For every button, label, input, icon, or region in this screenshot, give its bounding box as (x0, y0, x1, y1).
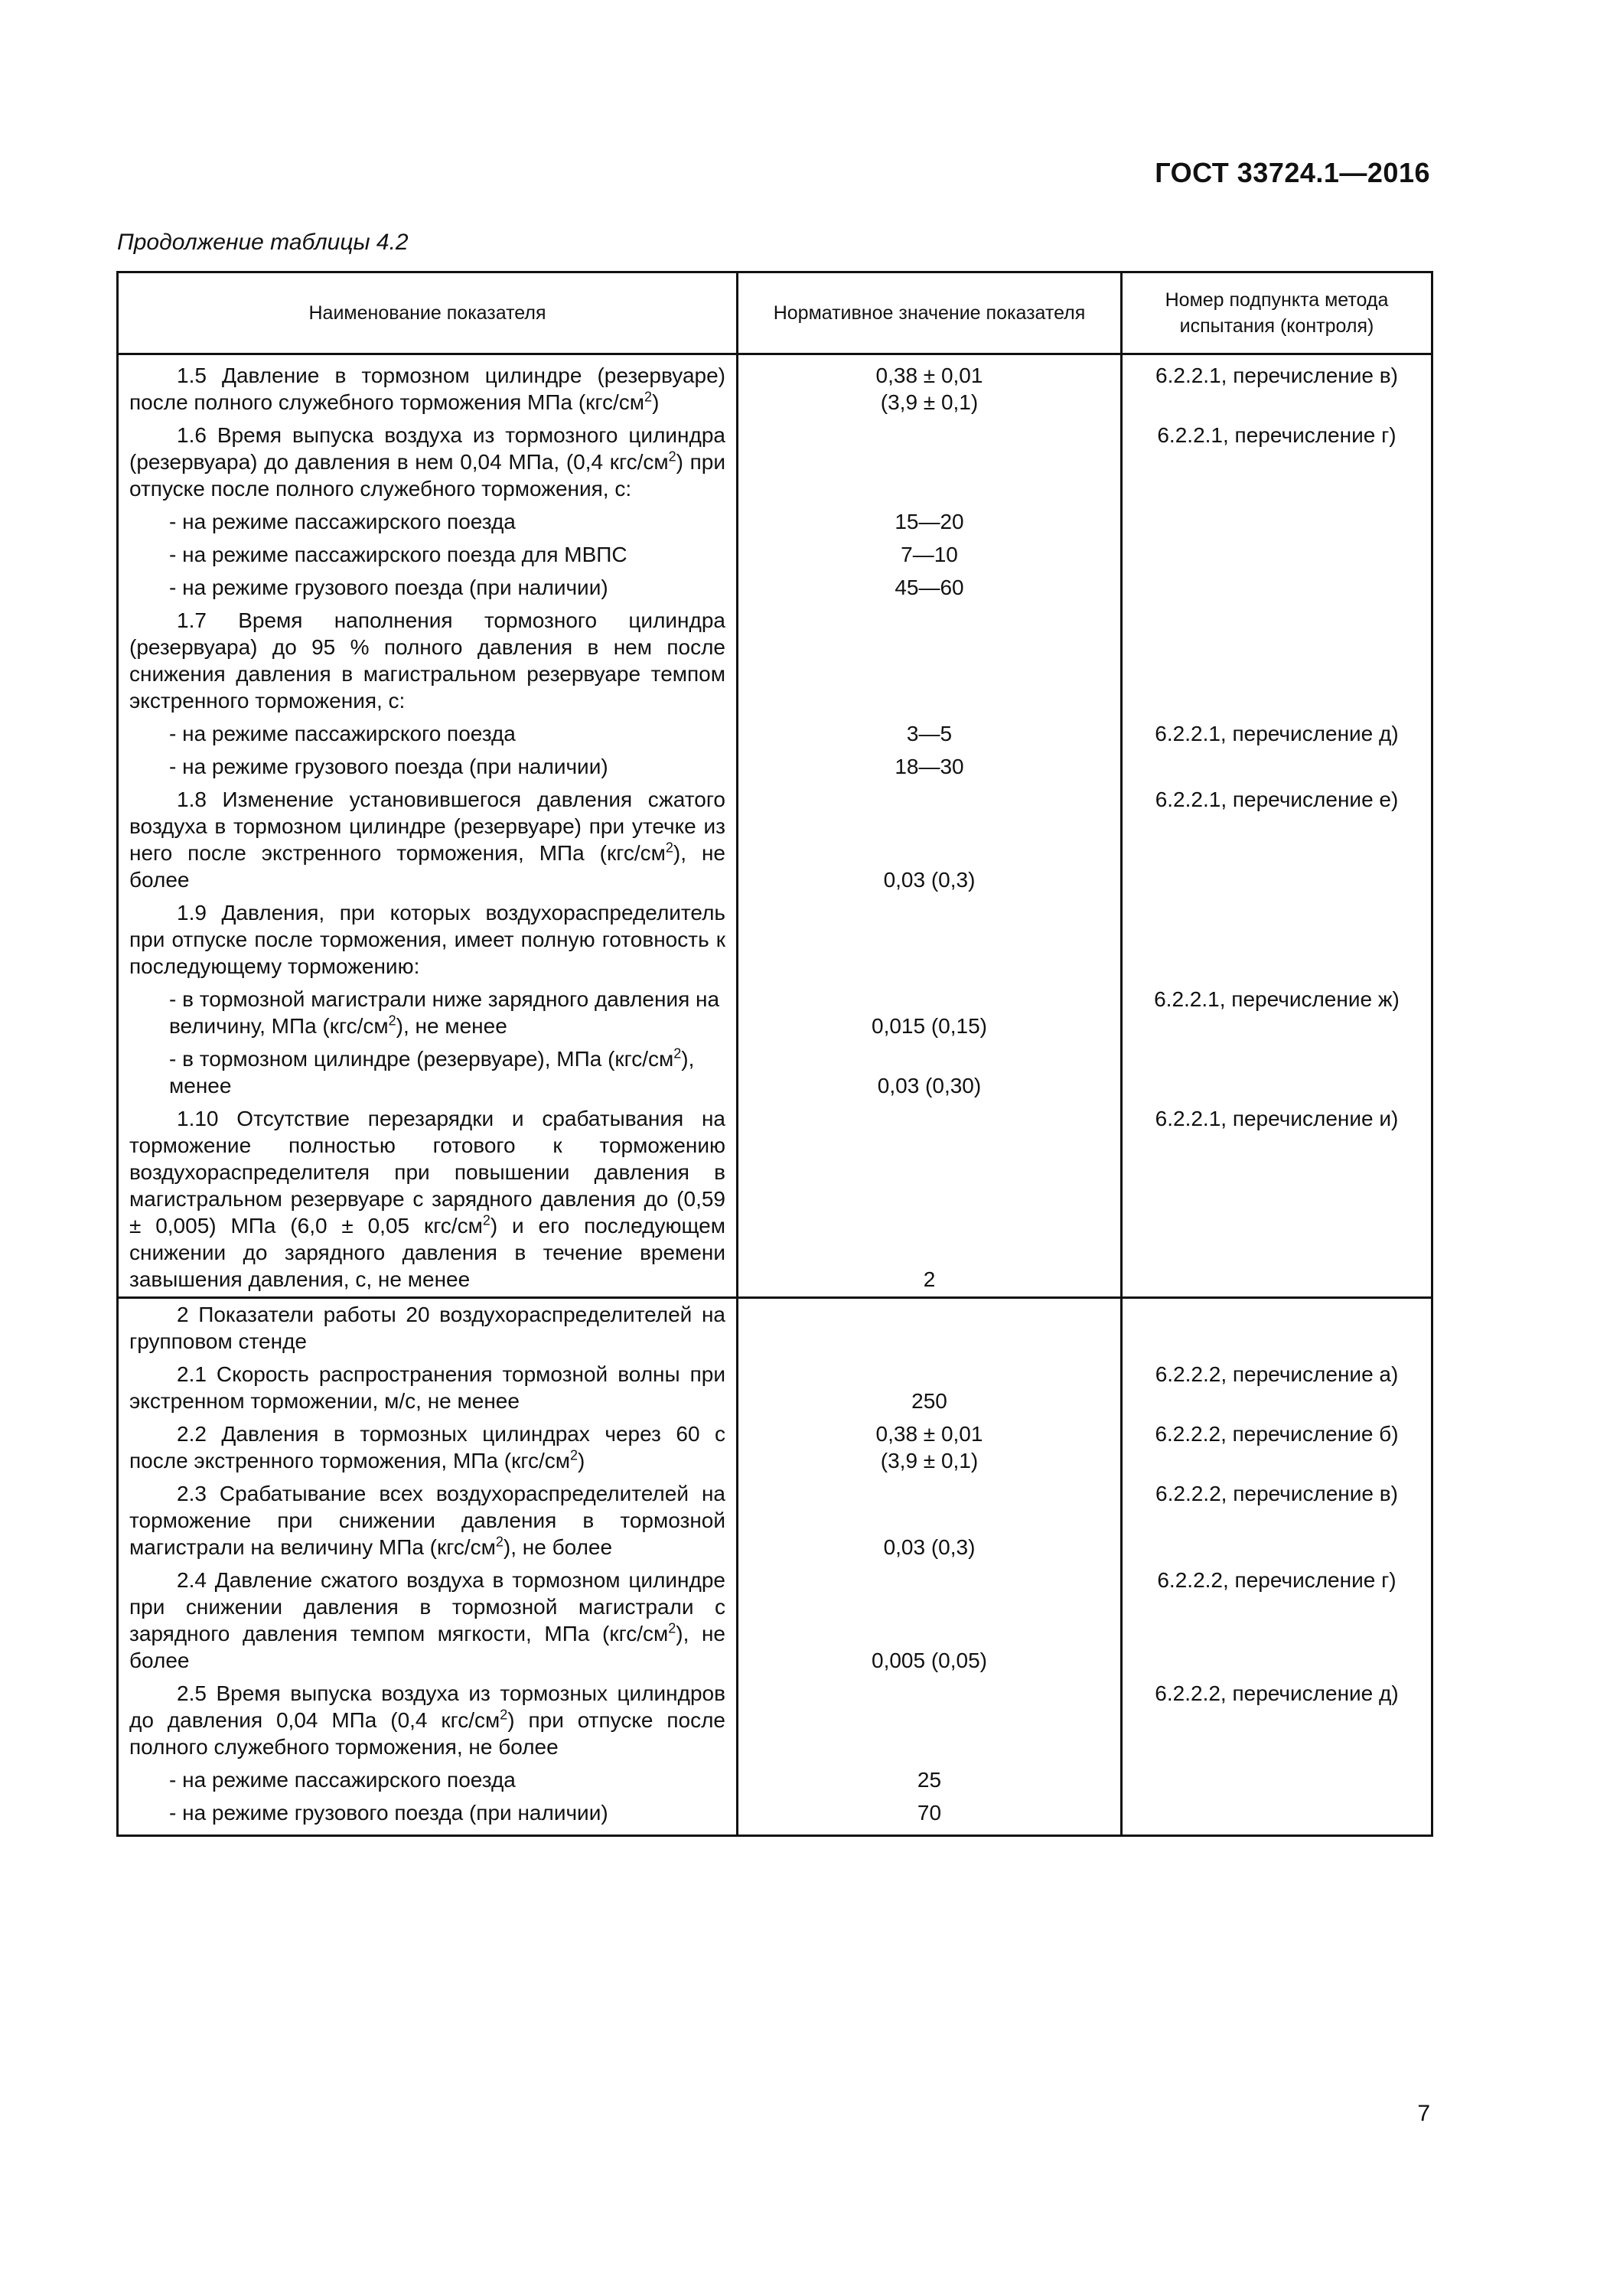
indicator-name: - на режиме грузового поезда (при наличии) (169, 755, 608, 778)
table-row (118, 572, 1432, 605)
normative-value: 0,03 (0,30) (877, 1074, 982, 1097)
test-method: 6.2.2.1, перечисление ж) (1154, 987, 1400, 1011)
page-number: 7 (1417, 2101, 1430, 2126)
indicator-name: - на режиме грузового поезда (при наличии) (169, 576, 608, 599)
indicator-name: - в тормозном цилиндре (резервуаре), МПа $(кгс/см^2)$, менее (169, 1045, 695, 1097)
indicator-name: 1.7 Время наполнения тормозного цилиндра (резервуара) до 95 % полного давления в нем после снижения давления в магистральном резервуаре темпом экстренного торможения, с: (129, 608, 725, 713)
normative-value: 45—60 (895, 576, 964, 599)
test-method (1123, 897, 1431, 903)
indicator-name: - в тормозной магистрали ниже зарядного давления на величину, МПа $(кгс/см^2)$, не менее (169, 987, 720, 1038)
normative-value (738, 1678, 1120, 1684)
table-row (118, 718, 1432, 751)
table-row (118, 1478, 1432, 1564)
indicator-name: - на режиме грузового поезда (при наличии) (169, 1801, 608, 1825)
table-row (118, 605, 1432, 718)
test-method: 6.2.2.2, перечисление г) (1157, 1568, 1396, 1592)
normative-value: 15—20 (895, 510, 964, 533)
test-method: 6.2.2.1, перечисление и) (1155, 1107, 1399, 1130)
column-header-value: Нормативное значение показателя (738, 272, 1122, 354)
table-row (118, 983, 1432, 1043)
specification-table (116, 271, 1433, 1837)
indicator-name: 2.3 Срабатывание всех воздухораспределителей на торможение при снижении давления в тормозной магистрали на величину МПа $(кгс/см^2)$, не более (129, 1482, 725, 1559)
indicator-name: 2.2 Давления в тормозных цилиндрах через 60 с после экстренного торможения, МПа $(кгс/см^2)$ (129, 1422, 725, 1473)
test-method: 6.2.2.1, перечисление г) (1157, 423, 1396, 447)
indicator-name: - на режиме пассажирского поезда (169, 722, 516, 745)
table-row (118, 897, 1432, 983)
normative-value (738, 1299, 1120, 1305)
table-row (118, 1764, 1432, 1797)
table-row (118, 1358, 1432, 1418)
normative-value (738, 605, 1120, 611)
indicator-name: 2.4 Давление сжатого воздуха в тормозном цилиндре при снижении давления в тормозной магистрали с зарядного давления темпом мягкости, МПа $(кгс/см^2)$, не более (129, 1568, 725, 1672)
test-method (1123, 539, 1431, 545)
test-method (1123, 1299, 1431, 1305)
normative-value: 25 (917, 1768, 942, 1792)
test-method (1123, 1797, 1431, 1803)
table-row (118, 354, 1432, 420)
column-header-method: Номер подпункта метода испытания (контроля) (1122, 272, 1432, 354)
table-row (118, 1103, 1432, 1298)
normative-value (738, 897, 1120, 903)
normative-value: 70 (917, 1801, 942, 1825)
normative-value: 7—10 (901, 543, 958, 566)
indicator-name: 1.8 Изменение установившегося давления сжатого воздуха в тормозном цилиндре (резервуаре) при утечке из него после экстренного торможения, МПа $(кгс/см^2)$, не более (129, 788, 726, 892)
test-method: 6.2.2.2, перечисление б) (1155, 1422, 1399, 1446)
normative-value: 3—5 (906, 722, 953, 745)
table-row (118, 784, 1432, 897)
table-row (118, 1043, 1432, 1103)
table-row (118, 1678, 1432, 1764)
table-row (118, 539, 1432, 572)
test-method (1123, 1764, 1431, 1770)
indicator-name: 1.10 Отсутствие перезарядки и срабатывания на торможение полностью готового к торможению воздухораспределителя при повышении давления в магистральном резервуаре с зарядного давления до (0,59 ± 0,005) МПа (6,0 ± 0,05 кгс/$см^2$) и его последующем снижении до зарядного давления в течение времени завышения давления, с, не менее (129, 1107, 725, 1291)
test-method (1123, 605, 1431, 611)
table-caption: Продолжение таблицы 4.2 (117, 230, 409, 255)
indicator-name: 2.5 Время выпуска воздуха из тормозных цилиндров до давления 0,04 МПа (0,4 кгс/$см^2$) при отпуске после полного служебного торможения, не более (129, 1681, 725, 1759)
table-row (118, 1298, 1432, 1359)
test-method (1123, 506, 1431, 512)
test-method: 6.2.2.1, перечисление д) (1155, 722, 1399, 745)
test-method: 6.2.2.1, перечисление в) (1155, 364, 1398, 387)
normative-value (738, 419, 1120, 426)
normative-value: 250 (911, 1389, 947, 1413)
indicator-name: - на режиме пассажирского поезда (169, 1768, 516, 1792)
test-method (1123, 1043, 1431, 1049)
normative-value: 0,005 (0,05) (872, 1649, 987, 1672)
test-method (1123, 751, 1431, 757)
test-method: 6.2.2.1, перечисление е) (1155, 788, 1399, 811)
indicator-name: 1.5 Давление в тормозном цилиндре (резервуаре) после полного служебного торможения МПа $(кгс/см^2)$ (129, 364, 725, 414)
indicator-name: 2.1 Скорость распространения тормозной волны при экстренном торможении, м/с, не менее (129, 1362, 725, 1413)
column-header-name: Наименование показателя (118, 272, 738, 354)
indicator-name: 1.9 Давления, при которых воздухораспределитель при отпуске после торможения, имеет полную готовность к последующему торможению: (129, 901, 725, 978)
normative-value: 18—30 (895, 755, 964, 778)
test-method: 6.2.2.2, перечисление д) (1155, 1681, 1399, 1705)
test-method: 6.2.2.2, перечисление в) (1155, 1482, 1398, 1505)
indicator-name: - на режиме пассажирского поезда для МВПС (169, 543, 627, 566)
standard-number: ГОСТ 33724.1—2016 (1155, 157, 1430, 188)
table-row (118, 1418, 1432, 1478)
normative-value: 0,03 (0,3) (883, 1535, 976, 1559)
table-row (118, 751, 1432, 784)
table-header-row (118, 272, 1432, 354)
normative-value: 0,38 ± 0,01 (3,9 ± 0,1) (875, 1422, 983, 1473)
test-method: 6.2.2.2, перечисление а) (1155, 1362, 1399, 1386)
indicator-name: 2 Показатели работы 20 воздухораспределителей на групповом стенде (129, 1303, 725, 1353)
normative-value: 0,38 ± 0,01 (3,9 ± 0,1) (875, 364, 983, 414)
table-row (118, 419, 1432, 506)
indicator-name: 1.6 Время выпуска воздуха из тормозного цилиндра (резервуара) до давления в нем 0,04 МПа, (0,4 кгс/$см^2$) при отпуске после полного служебного торможения, с: (129, 423, 725, 501)
normative-value: 2 (923, 1267, 936, 1291)
normative-value: 0,03 (0,3) (883, 868, 976, 892)
table-row (118, 1564, 1432, 1678)
normative-value: 0,015 (0,15) (872, 1014, 987, 1038)
table-row (118, 1797, 1432, 1836)
table-row (118, 506, 1432, 539)
table-body (118, 354, 1432, 1836)
test-method (1123, 572, 1431, 578)
indicator-name: - на режиме пассажирского поезда (169, 510, 516, 533)
